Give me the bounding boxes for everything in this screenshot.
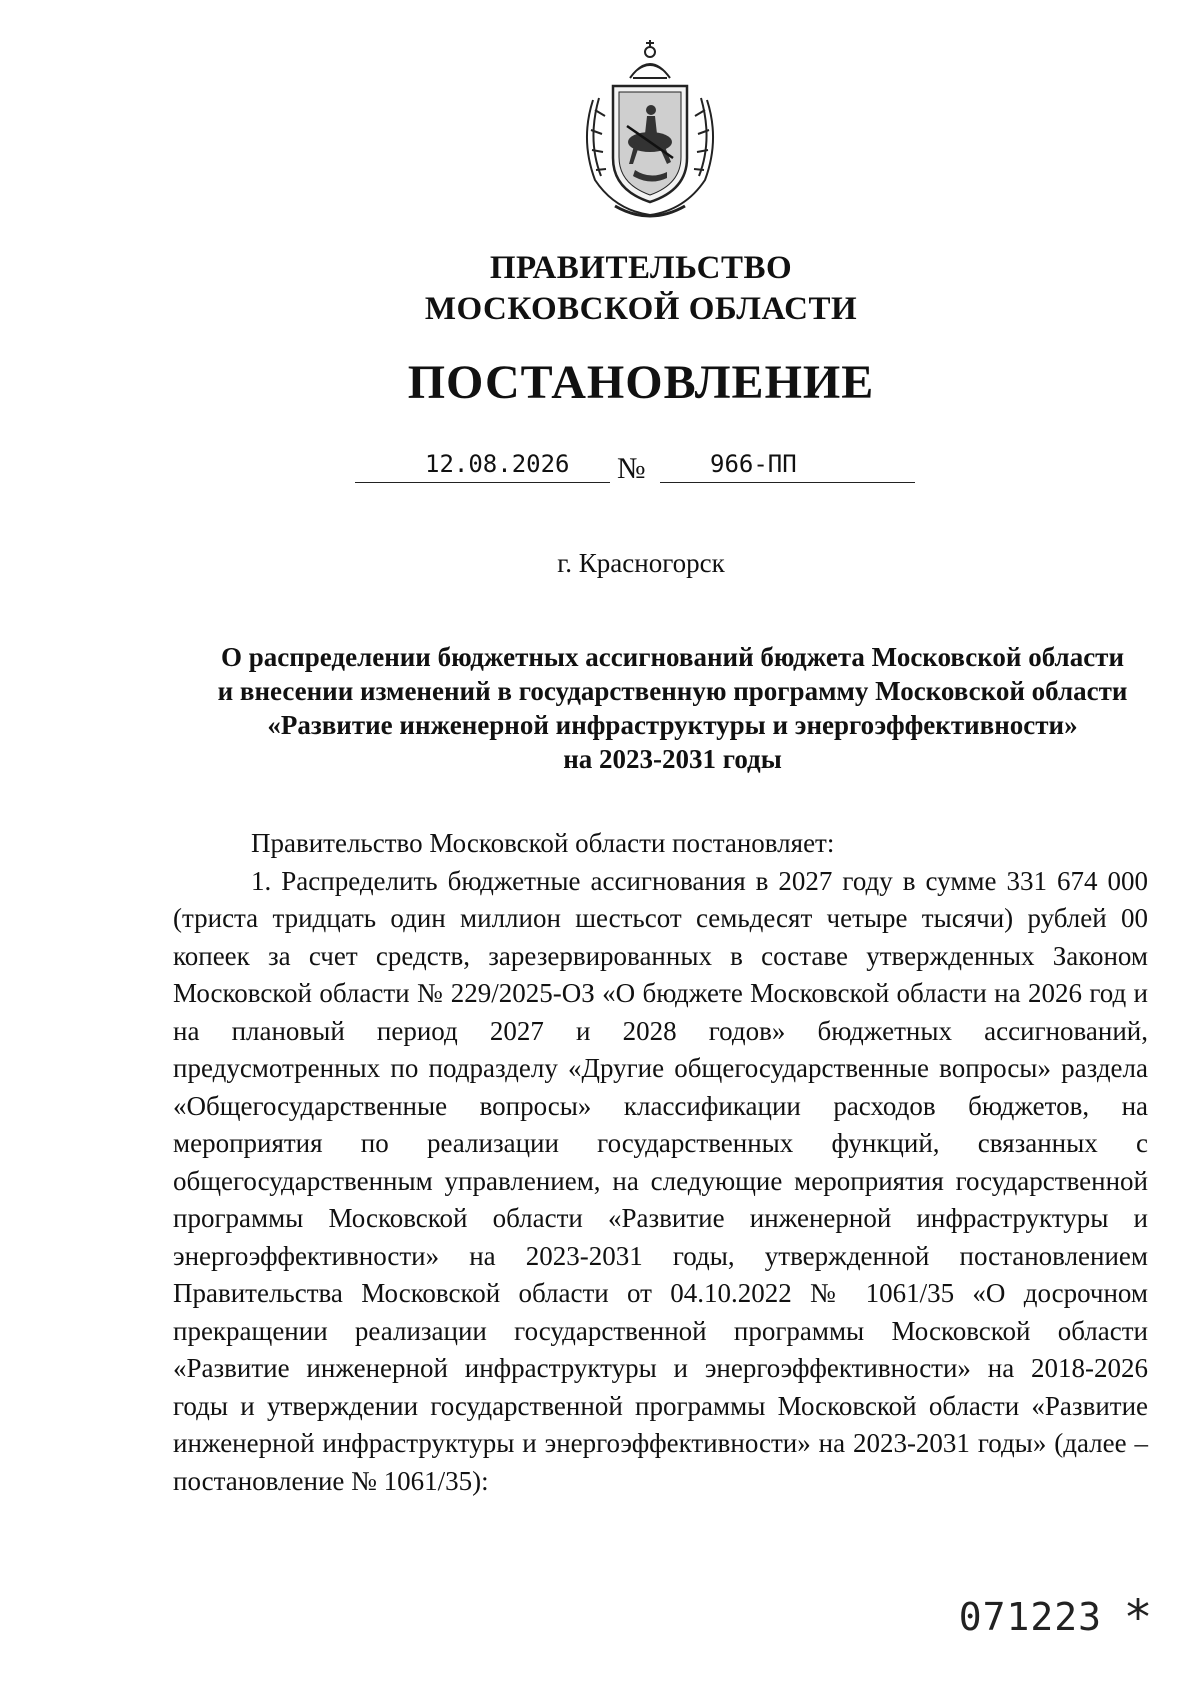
registration-line: [355, 446, 915, 486]
asterisk-mark: *: [1126, 1590, 1150, 1646]
document-type: ПОСТАНОВЛЕНИЕ: [407, 356, 875, 409]
coat-of-arms-icon: [575, 30, 725, 230]
organization-name-line2: МОСКОВСКОЙ ОБЛАСТИ: [424, 291, 858, 327]
document-number: 966-ПП: [710, 450, 797, 478]
intro-paragraph: Правительство Московской области постановляет:: [251, 828, 835, 858]
title-line1: О распределении бюджетных ассигнований бюджета Московской области: [220, 642, 1125, 672]
document-body: [173, 825, 1148, 1500]
title-line2: и внесении изменений в государственную программу Московской области: [217, 676, 1128, 706]
organization-name-line1: ПРАВИТЕЛЬСТВО: [489, 250, 793, 286]
document-date: 12.08.2026: [425, 450, 570, 478]
city: г. Красногорск: [557, 548, 725, 578]
serial-number: 071223: [958, 1595, 1102, 1639]
title-line3: «Развитие инженерной инфраструктуры и энергоэффективности»: [267, 710, 1078, 740]
paragraph-1: 1. Распределить бюджетные ассигнования в 2027 году в сумме 331 674 000 (триста тридцать один миллион шестьсот семьдесят четыре тысячи) рублей 00 копеек за счет средств, зарезервированных в составе утвержденных Законом Московской области № 229/2025-ОЗ «О бюджете Московской области на 2026 год и на плановый период 2027 и 2028 годов» бюджетных ассигнований, предусмотренных по подразделу «Другие общегосударственные вопросы» раздела «Общегосударственные вопросы» классификации расходов бюджетов, на мероприятия по реализации государственных функций, связанных с общегосударственным управлением, на следующие мероприятия государственной программы Московской области «Развитие инженерной инфраструктуры и энергоэффективности» на 2023-2031 годы, утвержденной постановлением Правительства Московской области от 04.10.2022 № 1061/35 «О досрочном прекращении реализации государственной программы Московской области «Развитие инженерной инфраструктуры и энергоэффективности» на 2018-2026 годы и утверждении государственной программы Московской области «Развитие инженерной инфраструктуры и энергоэффективности» на 2023-2031 годы» (далее – постановление № 1061/35):: [173, 865, 1148, 1496]
document-title: [180, 640, 1165, 776]
number-sign: №: [617, 452, 646, 485]
title-line4: на 2023-2031 годы: [563, 744, 782, 774]
